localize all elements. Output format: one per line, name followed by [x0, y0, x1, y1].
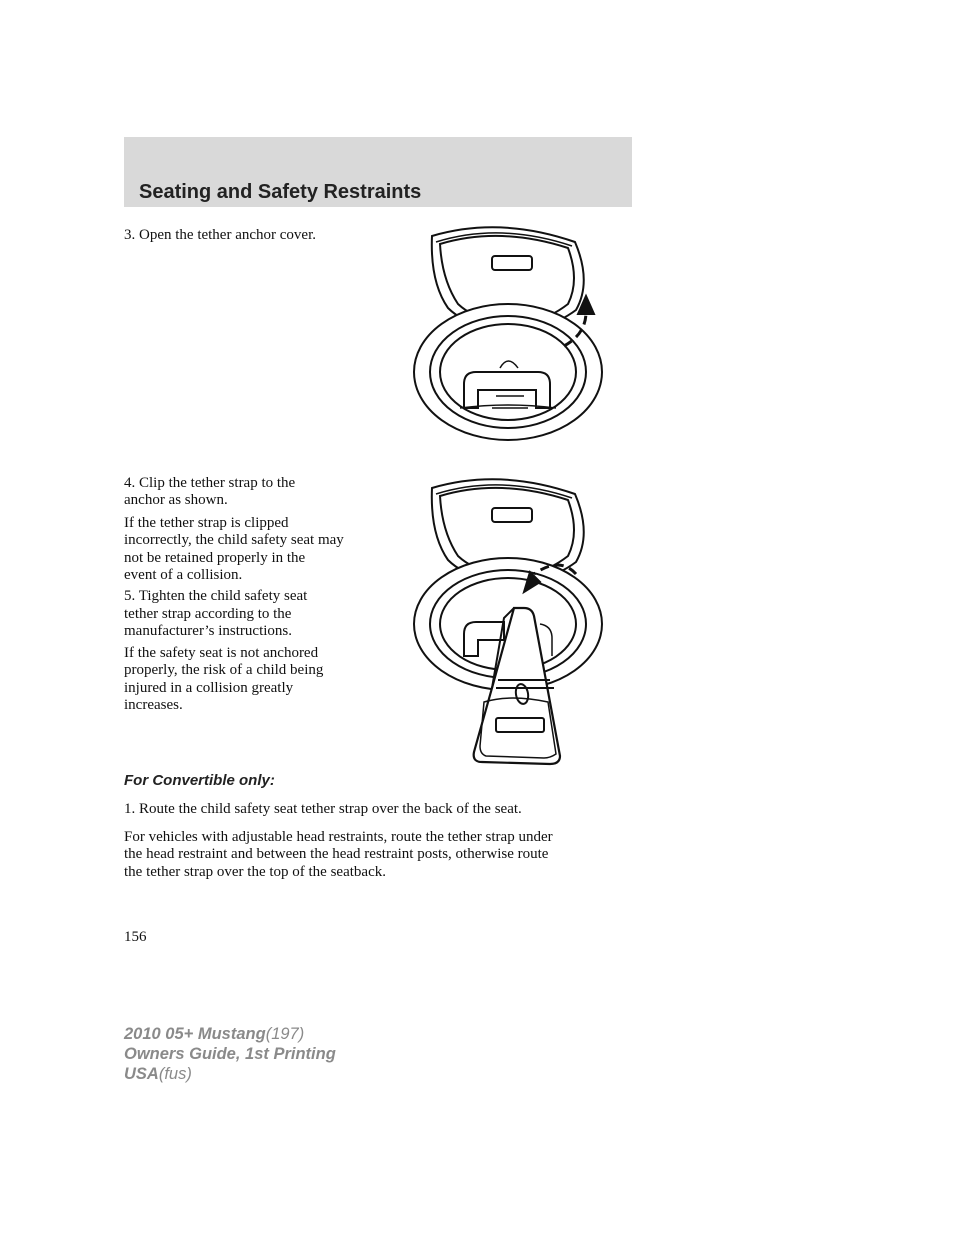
warning-2-line-1: If the safety seat is not anchored — [124, 645, 319, 661]
convertible-note-line-3: the tether strap over the top of the seatback. — [124, 864, 386, 880]
warning-1-line-2: incorrectly, the child safety seat may — [124, 532, 344, 548]
footer-market: USA — [124, 1065, 159, 1083]
footer-market-code: (fus) — [158, 1065, 192, 1083]
section-title: Seating and Safety Restraints — [139, 181, 422, 203]
footer-model-code: (197) — [265, 1025, 305, 1043]
print-footer — [124, 1024, 336, 1084]
warning-2-line-3: injured in a collision greatly — [124, 680, 294, 696]
warning-1-line-1: If the tether strap is clipped — [124, 515, 289, 531]
footer-guide: Owners Guide, 1st Printing — [124, 1045, 336, 1063]
warning-2-line-4: increases. — [124, 697, 183, 713]
convertible-step-1: 1. Route the child safety seat tether strap over the back of the seat. — [124, 801, 522, 817]
step-5-line-1: 5. Tighten the child safety seat — [124, 588, 308, 604]
anchor-cover-open-illustration — [400, 222, 605, 452]
step-5-line-3: manufacturer’s instructions. — [124, 623, 293, 639]
tether-strap-clipped-illustration — [400, 474, 605, 774]
warning-1-line-3: not be retained properly in the — [124, 550, 306, 566]
step-4-line-1: 4. Clip the tether strap to the — [124, 475, 296, 491]
convertible-note-line-1: For vehicles with adjustable head restraints, route the tether strap under — [124, 829, 553, 845]
convertible-note-line-2: the head restraint and between the head restraint posts, otherwise route — [124, 846, 549, 862]
warning-1-line-4: event of a collision. — [124, 567, 243, 583]
step-5-line-2: tether strap according to the — [124, 606, 292, 622]
footer-model: 2010 05+ Mustang — [124, 1025, 266, 1043]
warning-2-line-2: properly, the risk of a child being — [124, 662, 324, 678]
step-3-text: 3. Open the tether anchor cover. — [124, 227, 317, 243]
page-number: 156 — [124, 929, 147, 945]
step-4-line-2: anchor as shown. — [124, 492, 228, 508]
convertible-heading: For Convertible only: — [124, 772, 275, 789]
